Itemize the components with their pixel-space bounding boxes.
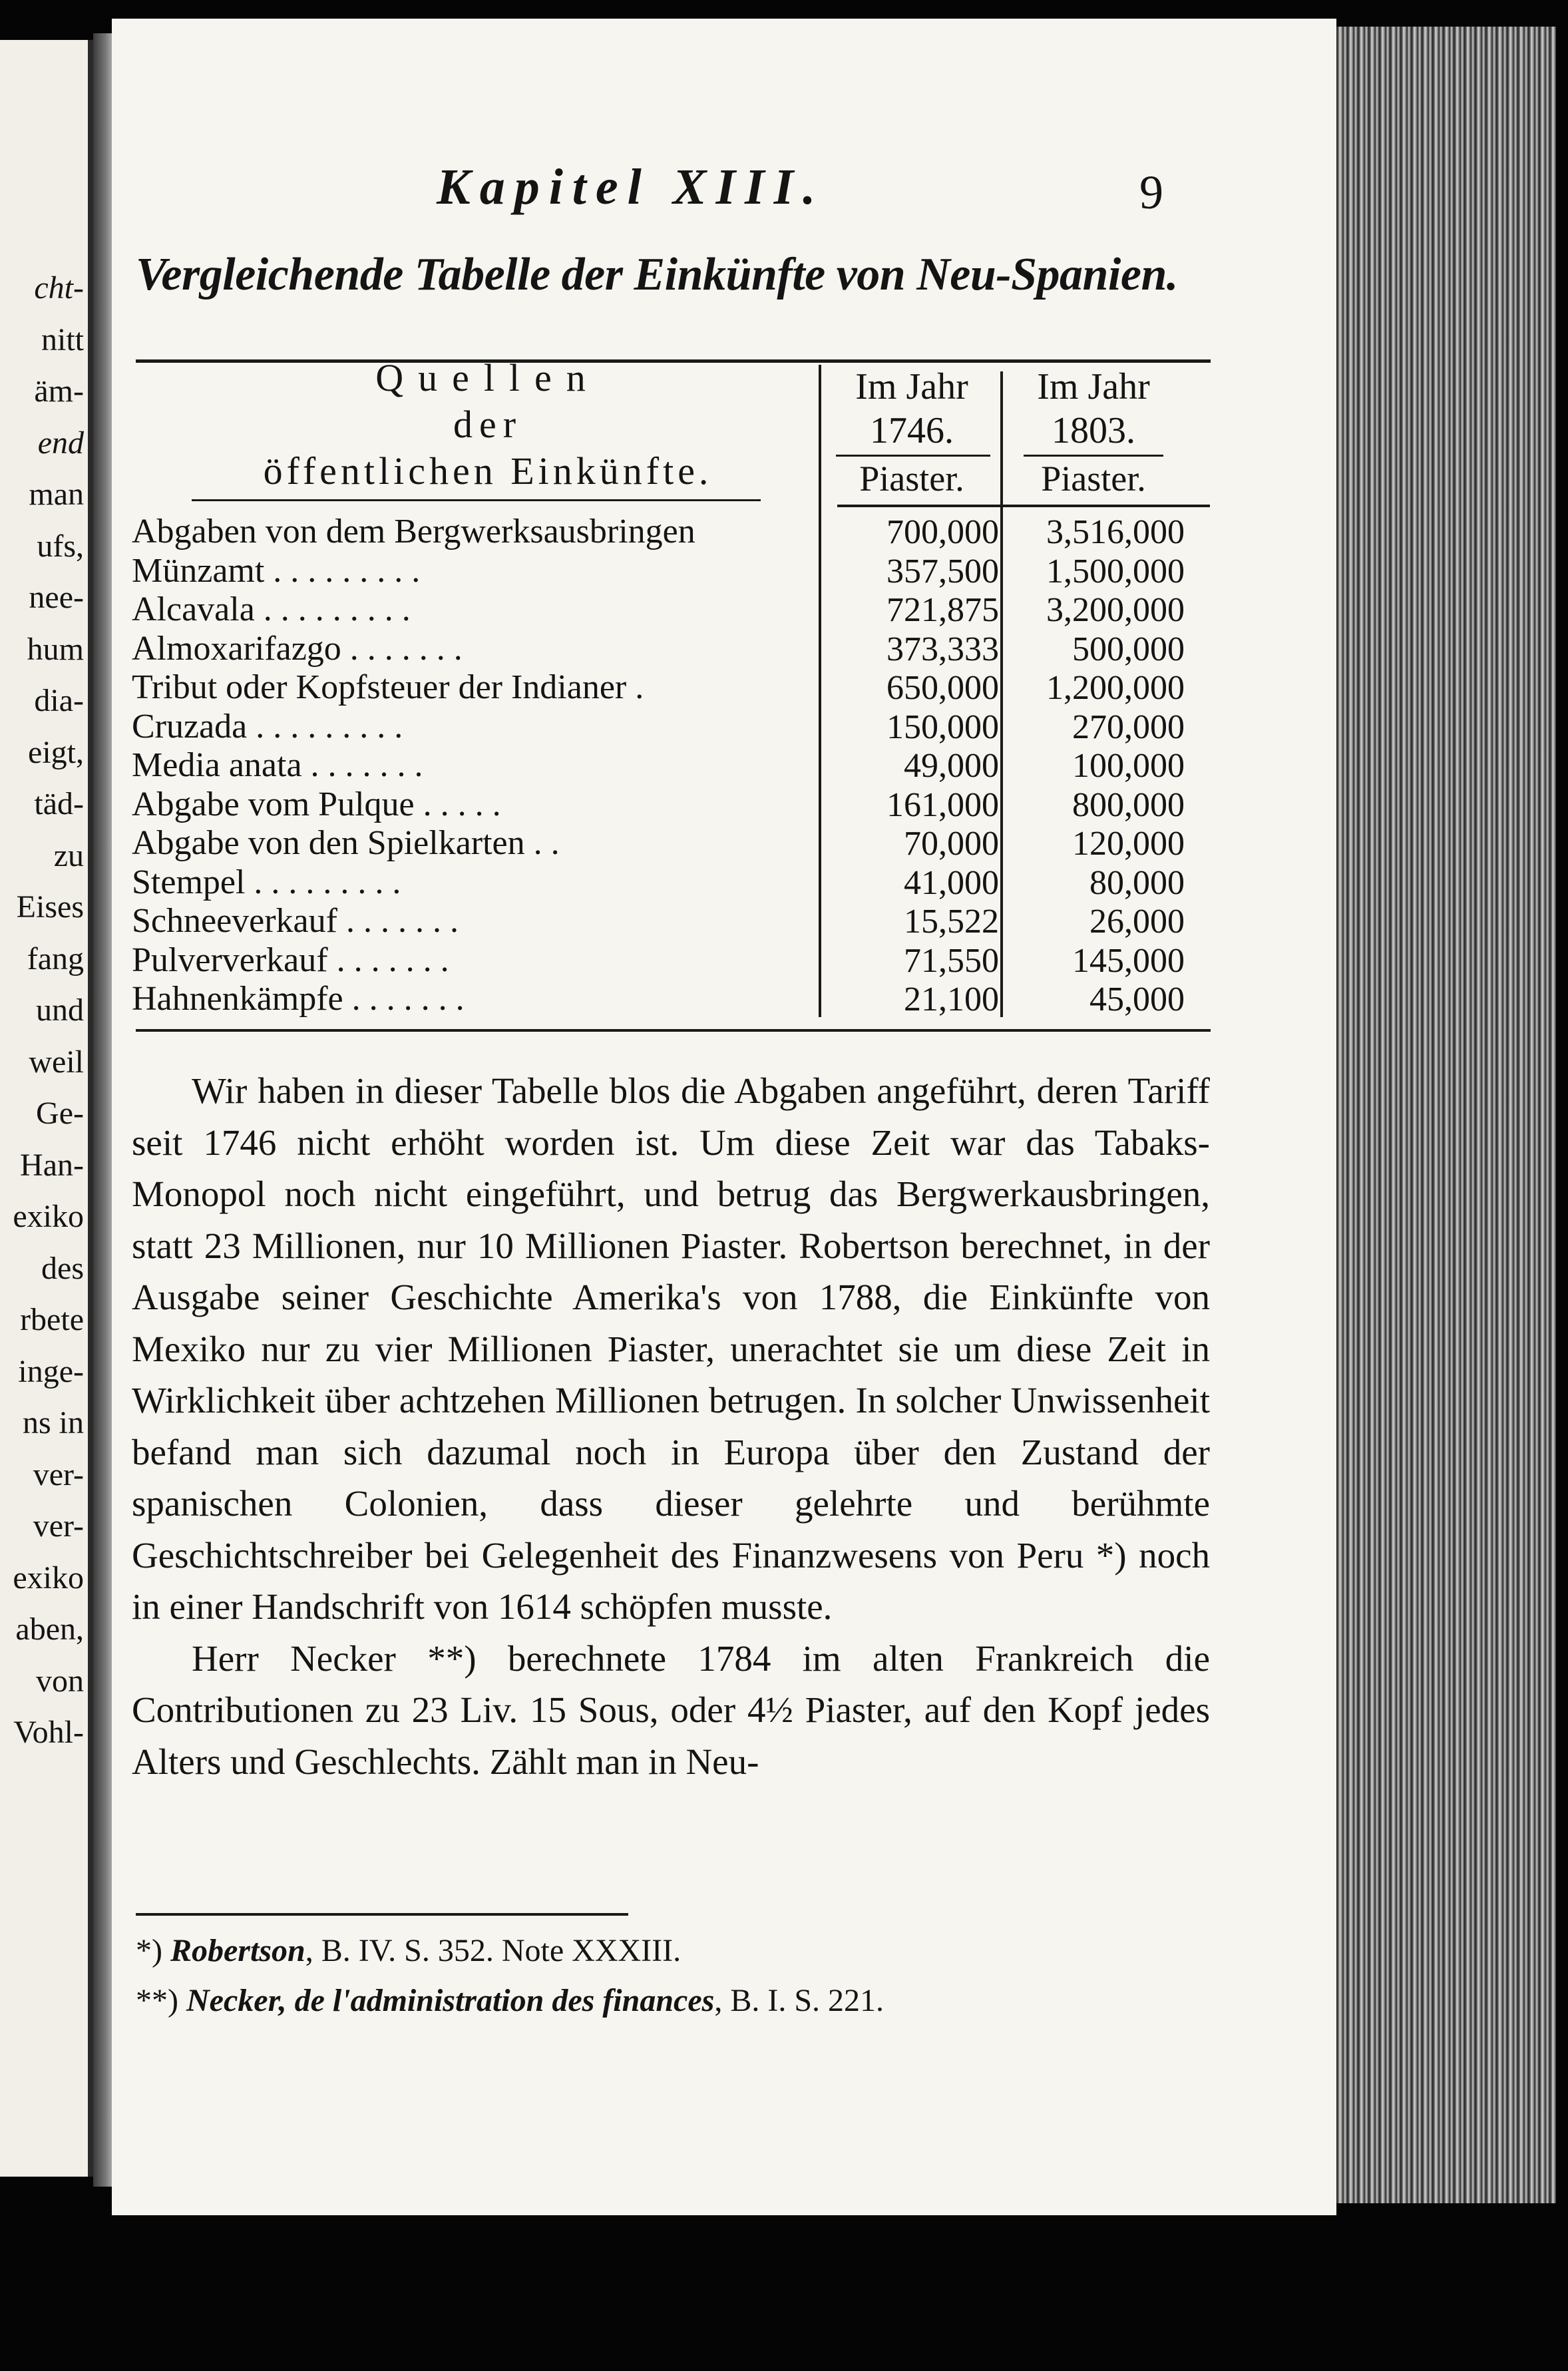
value-1746: 71,550: [904, 942, 999, 980]
year-underline-1: [836, 455, 990, 457]
value-1803: 800,000: [1072, 786, 1185, 824]
value-1746: 650,000: [886, 669, 999, 707]
value-1746: 700,000: [886, 513, 999, 551]
row-label-text: Media anata: [132, 746, 302, 784]
left-page-text-fragment: ver-: [33, 1457, 84, 1492]
table-row-label: [132, 668, 894, 707]
table-row-label: [132, 863, 894, 902]
value-1803: 3,200,000: [1046, 591, 1185, 629]
left-page-text-fragment: fang: [27, 941, 84, 976]
table-row-label: [132, 941, 894, 980]
table-row-label: [132, 785, 894, 824]
left-page-text-fragment: rbete: [20, 1302, 84, 1337]
value-1803: 3,516,000: [1046, 513, 1185, 551]
table-row-label: [132, 552, 894, 590]
book-page: [112, 19, 1336, 2215]
value-1803: 145,000: [1072, 942, 1185, 980]
value-1746: 21,100: [904, 980, 999, 1018]
left-page-text-fragment: cht-: [34, 270, 84, 306]
value-1746: 357,500: [886, 552, 999, 590]
left-page-text-fragment: exiko: [13, 1199, 84, 1234]
row-leader-dots: .: [635, 668, 644, 706]
value-1803: 120,000: [1072, 825, 1185, 863]
footnote-1-mark: *): [136, 1933, 162, 1968]
row-leader-dots: . .: [533, 824, 560, 862]
col-1746-heading-line-1: Im Jahr: [855, 366, 968, 407]
col-1803-heading-line-2: 1803.: [1052, 410, 1135, 451]
year-underline-2: [1024, 455, 1163, 457]
left-page-text-fragment: zu: [53, 838, 84, 873]
row-leader-dots: . . . . . . . . .: [256, 708, 403, 746]
value-1746: 49,000: [904, 747, 999, 785]
row-label-text: Münzamt: [132, 552, 265, 590]
footnote-1-text: , B. IV. S. 352. Note XXXIII.: [305, 1933, 682, 1968]
value-1803: 100,000: [1072, 747, 1185, 785]
sources-heading-line-1: Quellen: [375, 356, 600, 399]
footnote-separator: [136, 1913, 628, 1916]
col-1746-heading: [823, 365, 1001, 453]
header-bottom-rule-left: [192, 499, 761, 501]
paragraph-2: Herr Necker **) berechnete 1784 im alten Frankreich die Contributionen zu 23 Liv. 15 Sous, oder 4½ Piaster, auf den Kopf jedes Alters und Geschlechts. Zählt man in Neu-: [132, 1637, 1210, 1782]
col-1803-heading-line-1: Im Jahr: [1037, 366, 1150, 407]
table-row-label: [132, 902, 894, 941]
row-leader-dots: . . . . . . .: [336, 941, 449, 979]
value-1746: 150,000: [886, 708, 999, 746]
row-label-text: Hahnenkämpfe: [132, 980, 343, 1018]
left-page-text-fragment: exiko: [13, 1560, 84, 1596]
table-bottom-rule: [136, 1029, 1211, 1032]
row-leader-dots: . . . . . . .: [349, 630, 463, 668]
sources-column-heading: [192, 355, 784, 495]
table-row-label: [132, 513, 894, 551]
left-page-text-fragment: äm-: [34, 373, 84, 409]
row-label-text: Abgabe von den Spielkarten: [132, 824, 525, 862]
row-leader-dots: . . . . . . .: [345, 902, 459, 940]
left-page-text-fragment: hum: [27, 632, 84, 667]
row-label-text: Alcavala: [132, 590, 255, 628]
value-1746: 721,875: [886, 591, 999, 629]
footnote-2-text: , B. I. S. 221.: [714, 1983, 884, 2018]
value-1803: 500,000: [1072, 630, 1185, 668]
left-page-text-fragment: Vohl-: [13, 1715, 84, 1750]
left-page-text-fragment: weil: [29, 1044, 84, 1080]
row-label-text: Stempel: [132, 863, 246, 901]
left-page-text-fragment: dia-: [34, 683, 84, 718]
table-row-label: [132, 708, 894, 746]
left-page-text-fragment: Eises: [16, 889, 84, 925]
col-1746-heading-line-2: 1746.: [870, 410, 954, 451]
body-text: [132, 1065, 1210, 1787]
header-bottom-rule-right: [837, 505, 1210, 507]
left-page-text-fragment: des: [41, 1251, 84, 1286]
left-page-text-fragment: Ge-: [36, 1096, 84, 1131]
sources-heading-line-3: öffentlichen Einkünfte.: [263, 449, 713, 493]
row-leader-dots: . . . . . . . . .: [254, 863, 401, 901]
left-page-fragment: [0, 40, 93, 2177]
value-1803: 1,200,000: [1046, 669, 1185, 707]
col-1803-heading: [1004, 365, 1183, 453]
value-1803: 80,000: [1089, 864, 1185, 902]
footnote-2-author: Necker, de l'administration des finances: [186, 1983, 715, 2018]
left-page-text-fragment: nitt: [41, 322, 84, 357]
running-head-title: Kapitel XIII.: [437, 159, 825, 215]
left-page-text-fragment: Han-: [20, 1148, 84, 1183]
left-page-text-fragment: ver-: [33, 1508, 84, 1544]
table-row-label: [132, 824, 894, 863]
left-page-text-fragment: aben,: [15, 1612, 84, 1647]
value-1746: 373,333: [886, 630, 999, 668]
sources-heading-line-2: der: [453, 403, 523, 446]
left-page-text-fragment: man: [29, 477, 84, 512]
page-number: 9: [1139, 166, 1163, 219]
footnote-2-mark: **): [136, 1983, 178, 2018]
footnote-1-author: Robertson: [170, 1933, 305, 1968]
left-page-text-fragment: und: [36, 992, 84, 1028]
row-label-text: Schneeverkauf: [132, 902, 337, 940]
value-1803: 26,000: [1089, 903, 1185, 941]
row-leader-dots: . . . . . . . . .: [273, 552, 421, 590]
value-1746: 161,000: [886, 786, 999, 824]
row-label-text: Cruzada: [132, 708, 248, 746]
value-1746: 70,000: [904, 825, 999, 863]
left-page-text-fragment: von: [36, 1663, 84, 1699]
left-page-text-fragment: täd-: [34, 786, 84, 821]
left-page-text-fragment: ufs,: [37, 529, 84, 564]
value-1746: 41,000: [904, 864, 999, 902]
left-page-text-fragment: nee-: [29, 580, 84, 615]
footnote-1: [136, 1932, 681, 1969]
table-row-label: [132, 630, 894, 668]
paragraph-1: Wir haben in dieser Tabelle blos die Abgaben angeführt, deren Tariff seit 1746 nicht erhöht worden ist. Um diese Zeit war das Tabaks-Monopol noch nicht eingeführt, und betrug das Bergwerkausbringen, statt 23 Millionen, nur 10 Millionen Piaster. Robertson berechnet, in der Ausgabe seiner Geschichte Amerika's von 1788, die Einkünfte von Mexiko nur zu vier Millionen Piaster, unerachtet sie um diese Zeit in Wirklichkeit über achtzehen Millionen betrugen. In solcher Unwissenheit befand man sich dazumal noch in Europa über den Zustand der spanischen Colonien, dass dieser gelehrte und berühmte Geschichtschreiber bei Gelegenheit des Finanzwesens von Peru *) noch in einer Handschrift von 1614 schöpfen musste.: [132, 1070, 1210, 1627]
left-page-text-fragment: inge-: [18, 1354, 84, 1389]
table-title: Vergleichende Tabelle der Einkünfte von Neu-Spanien.: [136, 249, 1178, 300]
left-page-text-fragment: eigt,: [28, 735, 84, 770]
row-label-text: Abgaben von dem Bergwerksausbringen: [132, 513, 695, 550]
left-page-text-fragment: end: [37, 425, 84, 461]
value-1803: 45,000: [1089, 980, 1185, 1018]
table-row-label: [132, 980, 894, 1018]
row-label-text: Pulververkauf: [132, 941, 328, 979]
row-label-text: Abgabe vom Pulque: [132, 785, 415, 823]
col-1803-unit: Piaster.: [1041, 459, 1146, 499]
value-1746: 15,522: [904, 903, 999, 941]
row-leader-dots: . . . . . . . . .: [263, 590, 411, 628]
row-leader-dots: . . . . .: [423, 785, 501, 823]
value-1803: 1,500,000: [1046, 552, 1185, 590]
value-1803: 270,000: [1072, 708, 1185, 746]
table-row-label: [132, 590, 894, 629]
col-1746-unit: Piaster.: [859, 459, 964, 499]
footnote-2: [136, 1982, 884, 2019]
row-leader-dots: . . . . . . .: [310, 746, 423, 784]
row-leader-dots: . . . . . . .: [351, 980, 465, 1018]
table-row-label: [132, 746, 894, 785]
row-label-text: Tribut oder Kopfsteuer der Indianer: [132, 668, 627, 706]
row-label-text: Almoxarifazgo: [132, 630, 341, 668]
left-page-text-fragment: ns in: [22, 1405, 84, 1440]
page-edges: [1336, 27, 1556, 2203]
